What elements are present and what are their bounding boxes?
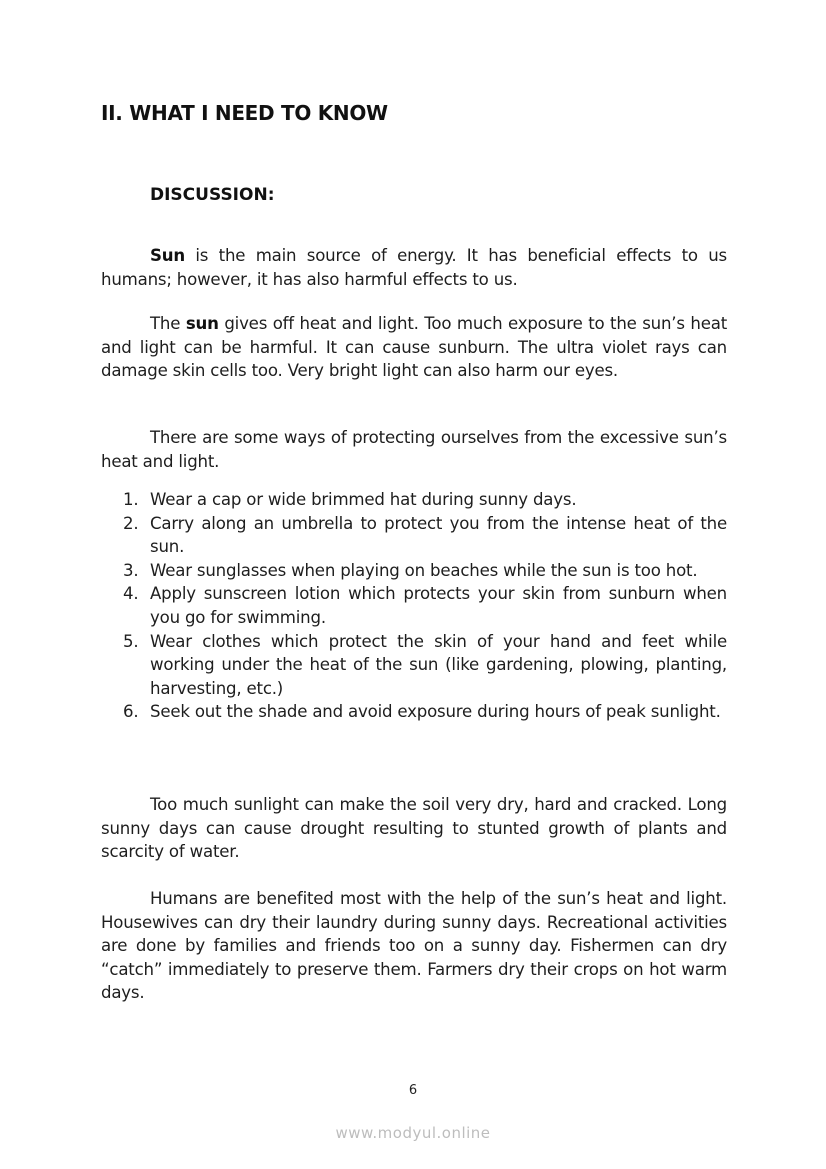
discussion-heading: DISCUSSION: (150, 185, 275, 205)
paragraph-text-start: The (150, 314, 186, 333)
page-number: 6 (408, 1083, 418, 1098)
paragraph-text: Too much sunlight can make the soil very dry, hard and cracked. Long sunny days can cause drought resulting to stunted growth of plants and scarcity of water. (101, 795, 727, 862)
list-number: 1. (123, 490, 139, 509)
list-item (101, 582, 727, 629)
paragraph-protection-intro (101, 426, 727, 473)
watermark: www.modyul.online (335, 1124, 491, 1142)
paragraph-text: gives off heat and light. Too much exposure to the sun’s heat and light can be harmful. It can cause sunburn. The ultra violet rays can damage skin cells too. Very bright light can also harm our eyes. (101, 314, 727, 381)
bold-term: sun (185, 314, 219, 333)
list-number: 2. (123, 513, 139, 533)
list-item (101, 559, 727, 583)
list-item (101, 630, 727, 701)
paragraph-benefits (101, 887, 727, 1005)
list-number: 4. (123, 584, 139, 604)
paragraph-text: is the main source of energy. It has beneficial effects to us humans; however, it has also harmful effects to us. (101, 246, 727, 289)
list-text: Wear clothes which protect the skin of your hand and feet while working under the heat of the sun (like gardening, plowing, planting, harvesting, etc.) (150, 631, 727, 698)
bold-term: Sun (150, 246, 185, 265)
list-text: Apply sunscreen lotion which protects your skin from sunburn when you go for swimming. (150, 584, 727, 627)
list-text: Carry along an umbrella to protect you from the intense heat of the sun. (150, 513, 727, 557)
list-text: Wear a cap or wide brimmed hat during sunny days. (150, 490, 577, 509)
list-number: 5. (123, 631, 139, 651)
paragraph-text: There are some ways of protecting ourselves from the excessive sun’s heat and light. (101, 428, 727, 471)
list-text: Seek out the shade and avoid exposure during hours of peak sunlight. (150, 702, 721, 722)
paragraph-soil (101, 793, 727, 864)
paragraph-sun-harm (101, 312, 727, 383)
section-title: II. WHAT I NEED TO KNOW (101, 101, 388, 125)
paragraph-text: Humans are benefited most with the help of the sun’s heat and light. Housewives can dry their laundry during sunny days. Recreational activities are done by families and friends too on a sunny day. Fishermen can dry “catch” immediately to preserve them. Farmers dry their crops on hot warm days. (101, 889, 727, 1003)
protection-list (101, 488, 727, 724)
list-text: Wear sunglasses when playing on beaches while the sun is too hot. (150, 560, 698, 580)
paragraph-sun-energy (101, 244, 727, 291)
list-item (101, 512, 727, 559)
list-item (101, 700, 727, 724)
list-item (101, 488, 727, 512)
list-number: 3. (123, 560, 139, 580)
list-number: 6. (123, 702, 139, 722)
